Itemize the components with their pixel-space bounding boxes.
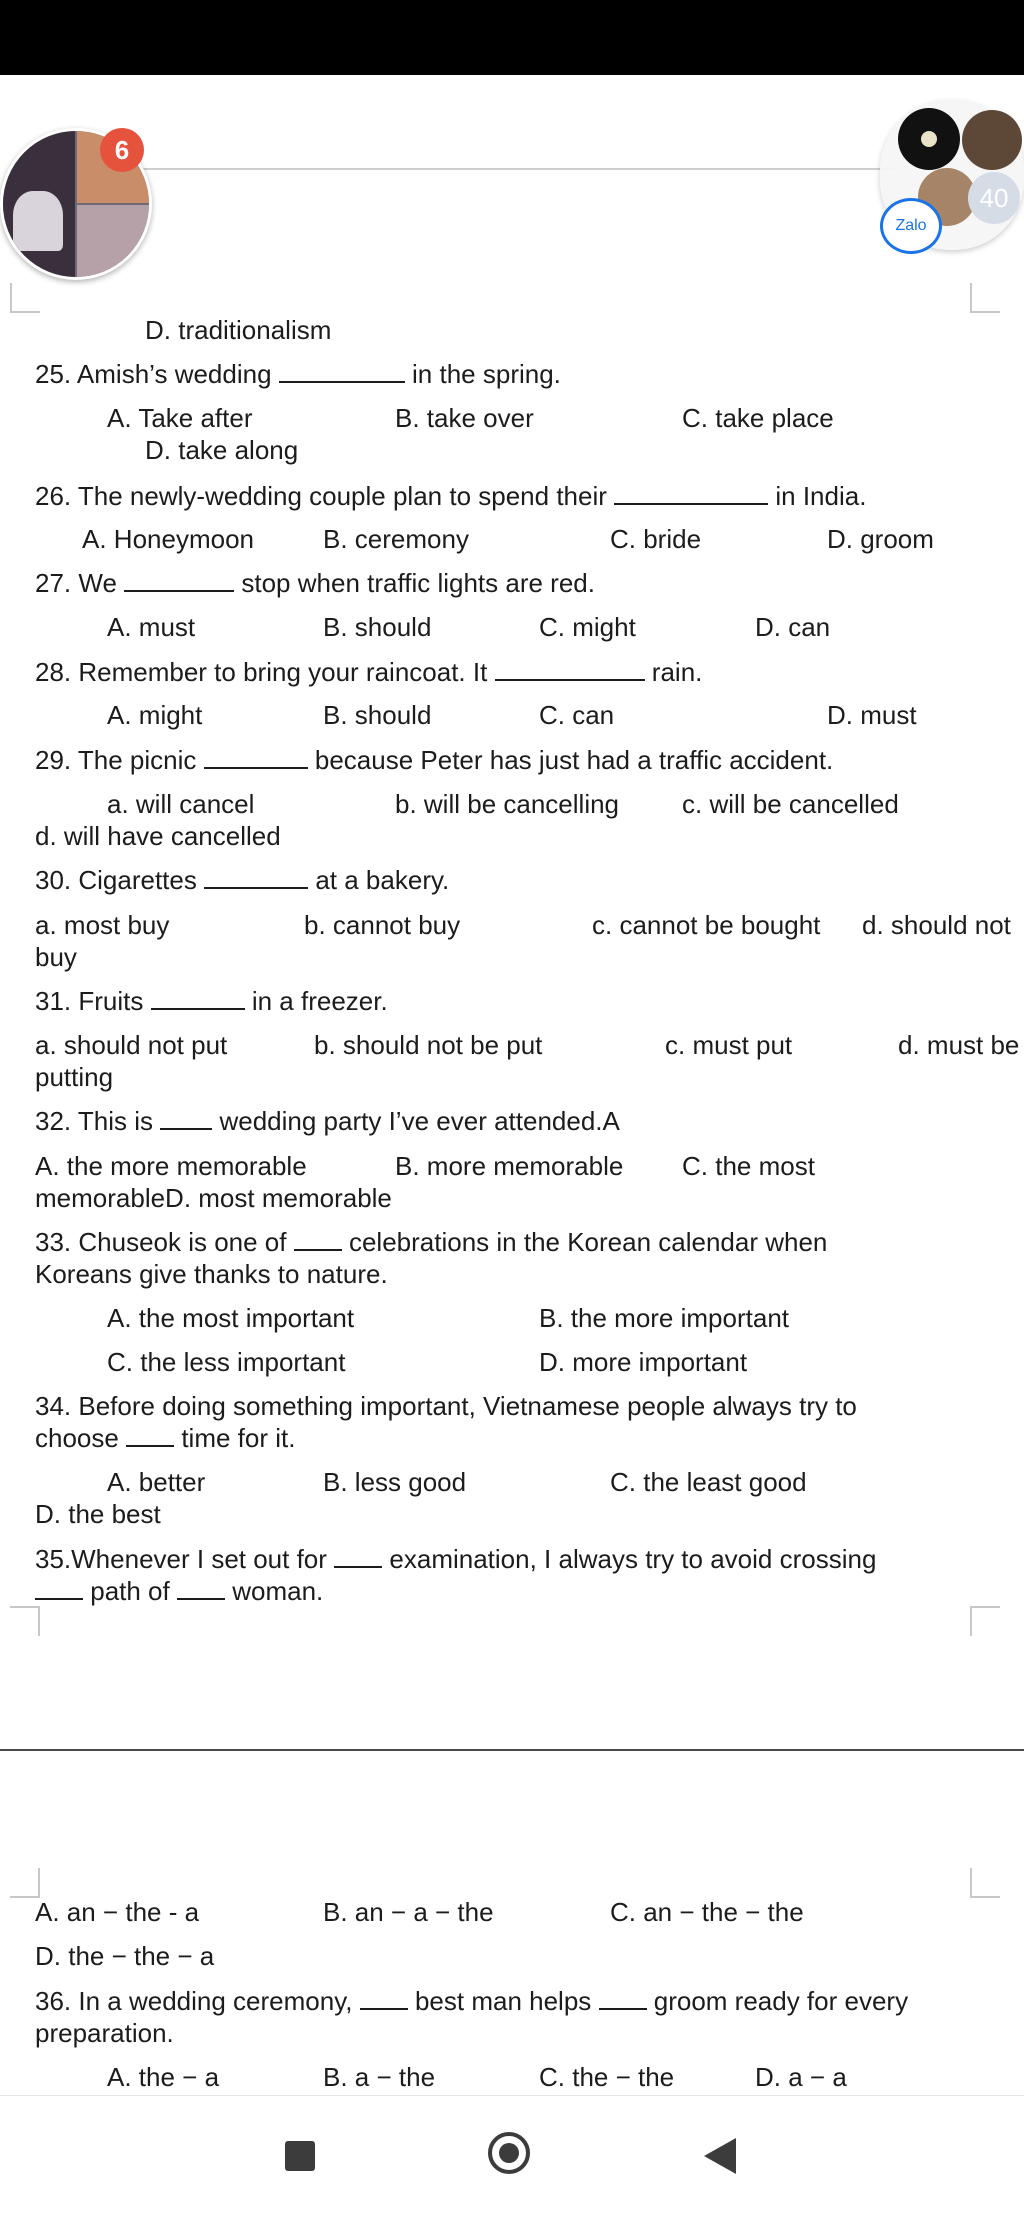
home-icon [499, 2143, 519, 2163]
option-30-d: d. should not [862, 910, 1011, 940]
option-29-b: b. will be cancelling [395, 789, 620, 819]
chat-head-avatar-brown[interactable] [962, 110, 1022, 170]
question-text: 32. This is [35, 1106, 154, 1136]
question-text: in a freezer. [251, 986, 388, 1016]
chat-head-avatar-black[interactable] [898, 108, 960, 170]
option-27-d: D. can [755, 612, 831, 642]
recent-apps-button[interactable] [285, 2141, 315, 2171]
option-32-a: A. the more memorable [35, 1151, 307, 1181]
question-text: at a bakery. [315, 865, 450, 895]
question-34: 34. Before doing something important, Vietnamese people always try to [35, 1391, 857, 1421]
option-32-cont: memorableD. most memorable [35, 1183, 392, 1213]
question-31 [35, 985, 388, 1017]
option-27-c: C. might [539, 612, 636, 642]
avatar-tile [13, 191, 63, 251]
option-28-d: D. must [827, 700, 917, 730]
page-corner-mark [970, 1606, 1000, 1636]
question-text: 33. Chuseok is one of [35, 1227, 287, 1257]
answer-blank [360, 1986, 408, 2010]
option-30-b: b. cannot buy [304, 910, 461, 940]
option-30-a: a. most buy [35, 910, 170, 940]
option-30-c: c. cannot be bought [592, 910, 821, 940]
answer-blank [126, 1423, 174, 1447]
page-corner-mark [970, 283, 1000, 313]
question-32 [35, 1105, 620, 1137]
option-24-d: D. traditionalism [145, 315, 332, 345]
page-corner-mark [10, 283, 40, 313]
option-34-a: A. better [107, 1467, 206, 1497]
answer-blank [177, 1576, 225, 1600]
answer-blank [204, 745, 308, 769]
option-33-a: A. the most important [107, 1303, 355, 1333]
answer-blank [614, 481, 768, 505]
question-text: 28. Remember to bring your raincoat. It [35, 657, 488, 687]
unread-count-badge: 40 [968, 172, 1020, 224]
option-31-c: c. must put [665, 1030, 793, 1060]
answer-blank [160, 1106, 212, 1130]
question-text: rain. [651, 657, 703, 687]
question-29 [35, 744, 833, 776]
flower-icon [921, 131, 937, 147]
option-31-a: a. should not put [35, 1030, 228, 1060]
option-25-b: B. take over [395, 403, 534, 433]
option-25-d: D. take along [145, 435, 299, 465]
option-31-d: d. must be [898, 1030, 1020, 1060]
question-text: in the spring. [412, 359, 561, 389]
option-25-c: C. take place [682, 403, 834, 433]
option-33-b: B. the more important [539, 1303, 789, 1333]
question-35-cont [35, 1575, 323, 1607]
question-36-cont: preparation. [35, 2018, 174, 2048]
answer-blank [151, 986, 245, 1010]
option-34-b: B. less good [323, 1467, 467, 1497]
option-36-b: B. a − the [323, 2062, 436, 2092]
page-corner-mark [10, 1868, 40, 1898]
option-32-c: C. the most [682, 1151, 815, 1181]
question-text: celebrations in the Korean calendar when [348, 1227, 828, 1257]
question-text: wedding party I’ve ever attended.A [219, 1106, 620, 1136]
home-button[interactable] [488, 2132, 530, 2174]
answer-blank [334, 1544, 382, 1568]
question-30 [35, 864, 449, 896]
avatar-tile [77, 205, 149, 277]
answer-blank [279, 359, 405, 383]
option-35-a: A. an − the - a [35, 1897, 200, 1927]
question-text: 29. The picnic [35, 745, 197, 775]
option-35-b: B. an − a − the [323, 1897, 494, 1927]
question-28 [35, 656, 702, 688]
question-text: path of [90, 1576, 170, 1606]
back-button[interactable] [704, 2138, 736, 2174]
question-text: 31. Fruits [35, 986, 144, 1016]
answer-blank [599, 1986, 647, 2010]
option-26-a: A. Honeymoon [82, 524, 254, 554]
answer-blank [124, 568, 234, 592]
question-33 [35, 1226, 827, 1258]
navigation-bar [0, 2095, 1024, 2218]
answer-blank [35, 1576, 83, 1600]
question-text: 27. We [35, 568, 117, 598]
question-text: 30. Cigarettes [35, 865, 197, 895]
status-bar [0, 0, 1024, 75]
option-29-a: a. will cancel [107, 789, 255, 819]
question-text: 35.Whenever I set out for [35, 1544, 327, 1574]
option-29-c: c. will be cancelled [682, 789, 899, 819]
option-36-a: A. the − a [107, 2062, 220, 2092]
question-text: time for it. [181, 1423, 296, 1453]
page-corner-mark [970, 1868, 1000, 1898]
option-33-c: C. the less important [107, 1347, 346, 1377]
option-36-c: C. the − the [539, 2062, 675, 2092]
chat-head-line [120, 168, 900, 170]
question-35 [35, 1543, 876, 1575]
page-break-line [0, 1749, 1024, 1751]
option-26-d: D. groom [827, 524, 934, 554]
option-26-b: B. ceremony [323, 524, 469, 554]
answer-blank [495, 657, 645, 681]
question-34-cont [35, 1422, 295, 1454]
option-34-c: C. the least good [610, 1467, 807, 1497]
option-35-c: C. an − the − the [610, 1897, 804, 1927]
option-25-a: A. Take after [107, 403, 253, 433]
option-32-b: B. more memorable [395, 1151, 624, 1181]
question-text: 26. The newly-wedding couple plan to spend their [35, 481, 607, 511]
question-text: because Peter has just had a traffic accident. [314, 745, 834, 775]
option-28-a: A. might [107, 700, 203, 730]
question-text: woman. [232, 1576, 324, 1606]
question-33-cont: Koreans give thanks to nature. [35, 1259, 388, 1289]
question-36 [35, 1985, 908, 2017]
question-text: examination, I always try to avoid crossing [389, 1544, 877, 1574]
option-26-c: C. bride [610, 524, 702, 554]
question-27 [35, 567, 595, 599]
option-27-a: A. must [107, 612, 196, 642]
question-text: stop when traffic lights are red. [241, 568, 595, 598]
option-31-d-cont: putting [35, 1062, 114, 1092]
option-30-d-cont: buy [35, 942, 77, 972]
option-35-d: D. the − the − a [35, 1941, 215, 1971]
option-34-d: D. the best [35, 1499, 161, 1529]
option-28-c: C. can [539, 700, 615, 730]
question-26 [35, 480, 866, 512]
question-text: best man helps [414, 1986, 592, 2016]
question-text: in India. [775, 481, 867, 511]
question-25 [35, 358, 561, 390]
option-29-d: d. will have cancelled [35, 821, 281, 851]
unread-badge: 6 [100, 128, 144, 172]
option-27-b: B. should [323, 612, 432, 642]
page-corner-mark [10, 1606, 40, 1636]
question-text: choose [35, 1423, 119, 1453]
answer-blank [294, 1227, 342, 1251]
question-text: 36. In a wedding ceremony, [35, 1986, 353, 2016]
question-text: 25. Amish’s wedding [35, 359, 272, 389]
option-36-d: D. a − a [755, 2062, 847, 2092]
answer-blank [204, 865, 308, 889]
option-33-d: D. more important [539, 1347, 748, 1377]
option-28-b: B. should [323, 700, 432, 730]
zalo-logo[interactable]: Zalo [880, 198, 942, 254]
question-text: groom ready for every [653, 1986, 909, 2016]
option-31-b: b. should not be put [314, 1030, 543, 1060]
